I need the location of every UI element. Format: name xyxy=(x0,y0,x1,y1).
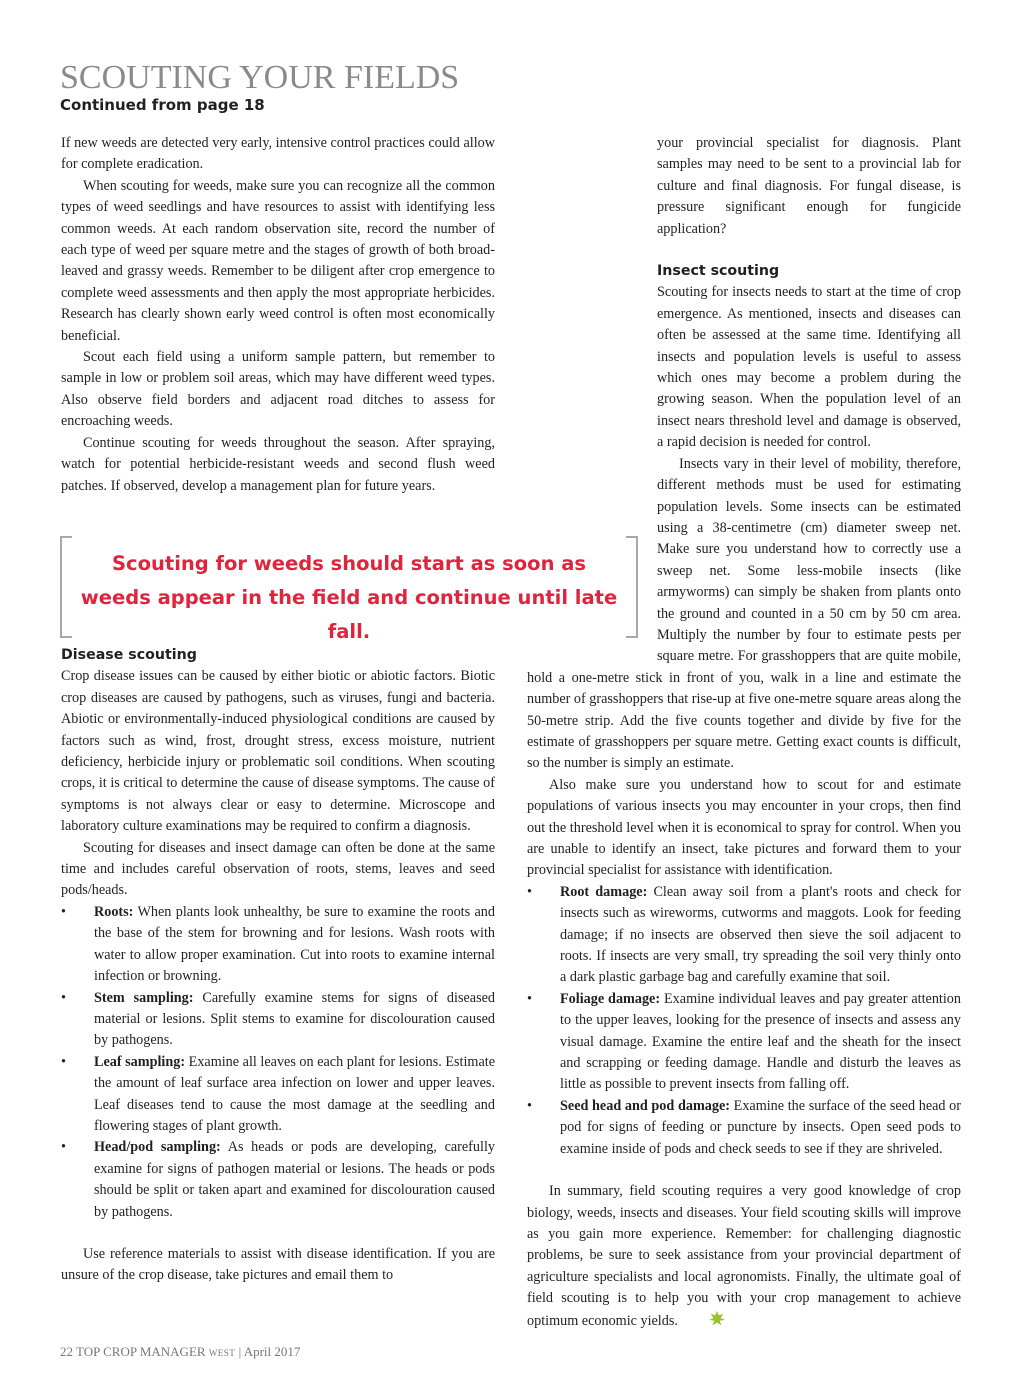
section-heading-insect: Insect scouting xyxy=(657,263,780,280)
left-column-top xyxy=(61,133,495,497)
paragraph: In summary, field scouting requires a very good knowledge of crop biology, weeds, insects and diseases. Your field scouting skills will improve as you gain more experience. Remember: for challenging diagnostic problems, be sure to seek assistance from your provincial department of agriculture specialists and local agronomists. Finally, the ultimate goal of field scouting is to help you with your crop management to achieve optimum economic yields. xyxy=(527,1181,961,1335)
article-title: SCOUTING YOUR FIELDS xyxy=(60,59,460,96)
paragraph: When scouting for weeds, make sure you can recognize all the common types of weed seedlings and have resources to assist with identifying less common weeds. At each random observation site, record the number of each type of weed per square metre and the stages of growth of both broad-leaved and grassy weeds. Remember to be diligent after crop emergence to complete weed assessments and then apply the most appropriate herbicides. Research has clearly shown early weed control is often most economically beneficial. xyxy=(61,177,495,344)
bullet-item: • Foliage damage: Examine individual leaves and pay greater attention to the upper leaves, looking for the presence of insects and assess any visual damage. Examine the entire leaf and the sheath for the insect and scrapping or feeding damage. Handle and disturb the leaves as little as possible to prevent insects from falling off. xyxy=(527,989,961,1096)
paragraph: Continue scouting for weeds throughout the season. After spraying, watch for potential herbicide-resistant weeds and second flush weed patches. If observed, develop a management plan for future years. xyxy=(61,434,495,494)
magazine-name: TOP CROP MANAGER xyxy=(76,1344,206,1359)
bullet-item: • Roots: When plants look unhealthy, be sure to examine the roots and the base of the stem for browning and for lesions. Wash roots with water to allow proper examination. Cut into roots to examine internal infection or browning. xyxy=(61,902,495,988)
paragraph: If new weeds are detected very early, intensive control practices could allow for complete eradication. xyxy=(61,135,495,173)
paragraph: Also make sure you understand how to scout for and estimate populations of various insects you may encounter in your crops, then find out the threshold level when it is economical to spray for control. When you are unable to identify an insect, take pictures and forward them to your provincial specialist for assistance with identification. xyxy=(527,776,961,879)
pull-quote-text: Scouting for weeds should start as soon as weeds appear in the field and continue until late fall. xyxy=(80,552,618,643)
paragraph: Scout each field using a uniform sample pattern, but remember to sample in low or problem soil areas, which may have different weed types. Also observe field borders and adjacent road ditches to assess for encroaching weeds. xyxy=(61,349,495,430)
paragraph: Insects vary in their level of mobility, therefore, different methods must be used for estimating population levels. Some insects can be estimated using a 38-centimetre (cm) diameter sweep net. Make sure you understand how to correctly use a sweep net. Some less-mobile insects (like armyworms) can simply be shaken from plants onto the ground and counted in a 50 cm by 50 cm area. Multiply the number by four to estimate pests per square metre. For grasshoppers that are quite mobile, hold a one-metre stick in front of you, walk in a line and estimate the number of grasshoppers that rise-up at five one-metre square areas along the 50-metre strip. Add the five counts together and divide by five for the estimate of grasshoppers per square metre. Getting exact counts is difficult, so the number is simply an estimate. xyxy=(527,455,961,772)
page-number: 22 xyxy=(60,1344,73,1359)
bullet-item: • Leaf sampling: Examine all leaves on each plant for lesions. Estimate the amount of leaf surface area infection on lower and upper leaves. Leaf diseases tend to cause the most damage at the seedling and flowering stages of plant growth. xyxy=(61,1052,495,1138)
left-column-bottom xyxy=(61,645,495,1287)
bullet-item: • Head/pod sampling: As heads or pods are developing, carefully examine for signs of pathogen material or lesions. The heads or pods should be split or taken apart and examined for discolouration caused by pathogens. xyxy=(61,1137,495,1223)
magazine-region: WEST xyxy=(208,1348,236,1358)
paragraph: Scouting for diseases and insect damage can often be done at the same time and includes careful observation of roots, stems, leaves and seed pods/heads. xyxy=(61,839,495,899)
section-heading-disease: Disease scouting xyxy=(61,647,197,663)
bullet-item: • Root damage: Clean away soil from a plant's roots and check for insects such as wireworms, cutworms and maggots. Look for feeding damage; if no insects are observed then sieve the soil adjacent to roots. If insects are very small, try spreading the soil very thinly onto a dark plastic garbage bag and carefully examine that soil. xyxy=(527,882,961,989)
bullet-item: • Stem sampling: Carefully examine stems for signs of diseased material or lesions. Split stems to examine for discolouration caused by pathogens. xyxy=(61,988,495,1052)
paragraph: Scouting for insects needs to start at the time of crop emergence. As mentioned, insects and diseases can often be assessed at the same time. Identifying all insects and population levels is useful to assess which ones may become a problem during the growing season. When the population level of an insect nears threshold level and damage is observed, a rapid decision is needed for control. xyxy=(657,284,961,451)
paragraph: Crop disease issues can be caused by either biotic or abiotic factors. Biotic crop diseases are caused by pathogens, such as viruses, fungi and bacteria. Abiotic or environmentally-induced physiological conditions are caused by factors such as wind, frost, drought stress, excess moisture, nutrient deficiency, herbicide injury or problematic soil conditions. When scouting crops, it is critical to determine the cause of disease symptoms. The cause of symptoms is not always clear or easy to determine. Microscope and laboratory culture examinations may be required to confirm a diagnosis. xyxy=(61,668,495,835)
bullet-item: • Seed head and pod damage: Examine the surface of the seed head or pod for signs of feeding or puncture by insects. Open seed pods to examine inside of pods and check seeds to see if they are shriveled. xyxy=(527,1096,961,1160)
paragraph: your provincial specialist for diagnosis. Plant samples may need to be sent to a provincial lab for culture and final diagnosis. For fungal disease, is pressure significant enough for fungicide application? xyxy=(657,135,961,237)
quote-bracket-left xyxy=(60,536,72,638)
article-header xyxy=(60,58,459,114)
page-footer xyxy=(60,1344,300,1360)
continued-label: Continued from page 18 xyxy=(60,96,265,114)
paragraph: Use reference materials to assist with disease identification. If you are unsure of the crop disease, take pictures and email them to xyxy=(61,1245,495,1284)
leaf-icon xyxy=(686,1310,726,1335)
issue-date: | April 2017 xyxy=(238,1344,301,1359)
right-column xyxy=(527,133,961,1335)
